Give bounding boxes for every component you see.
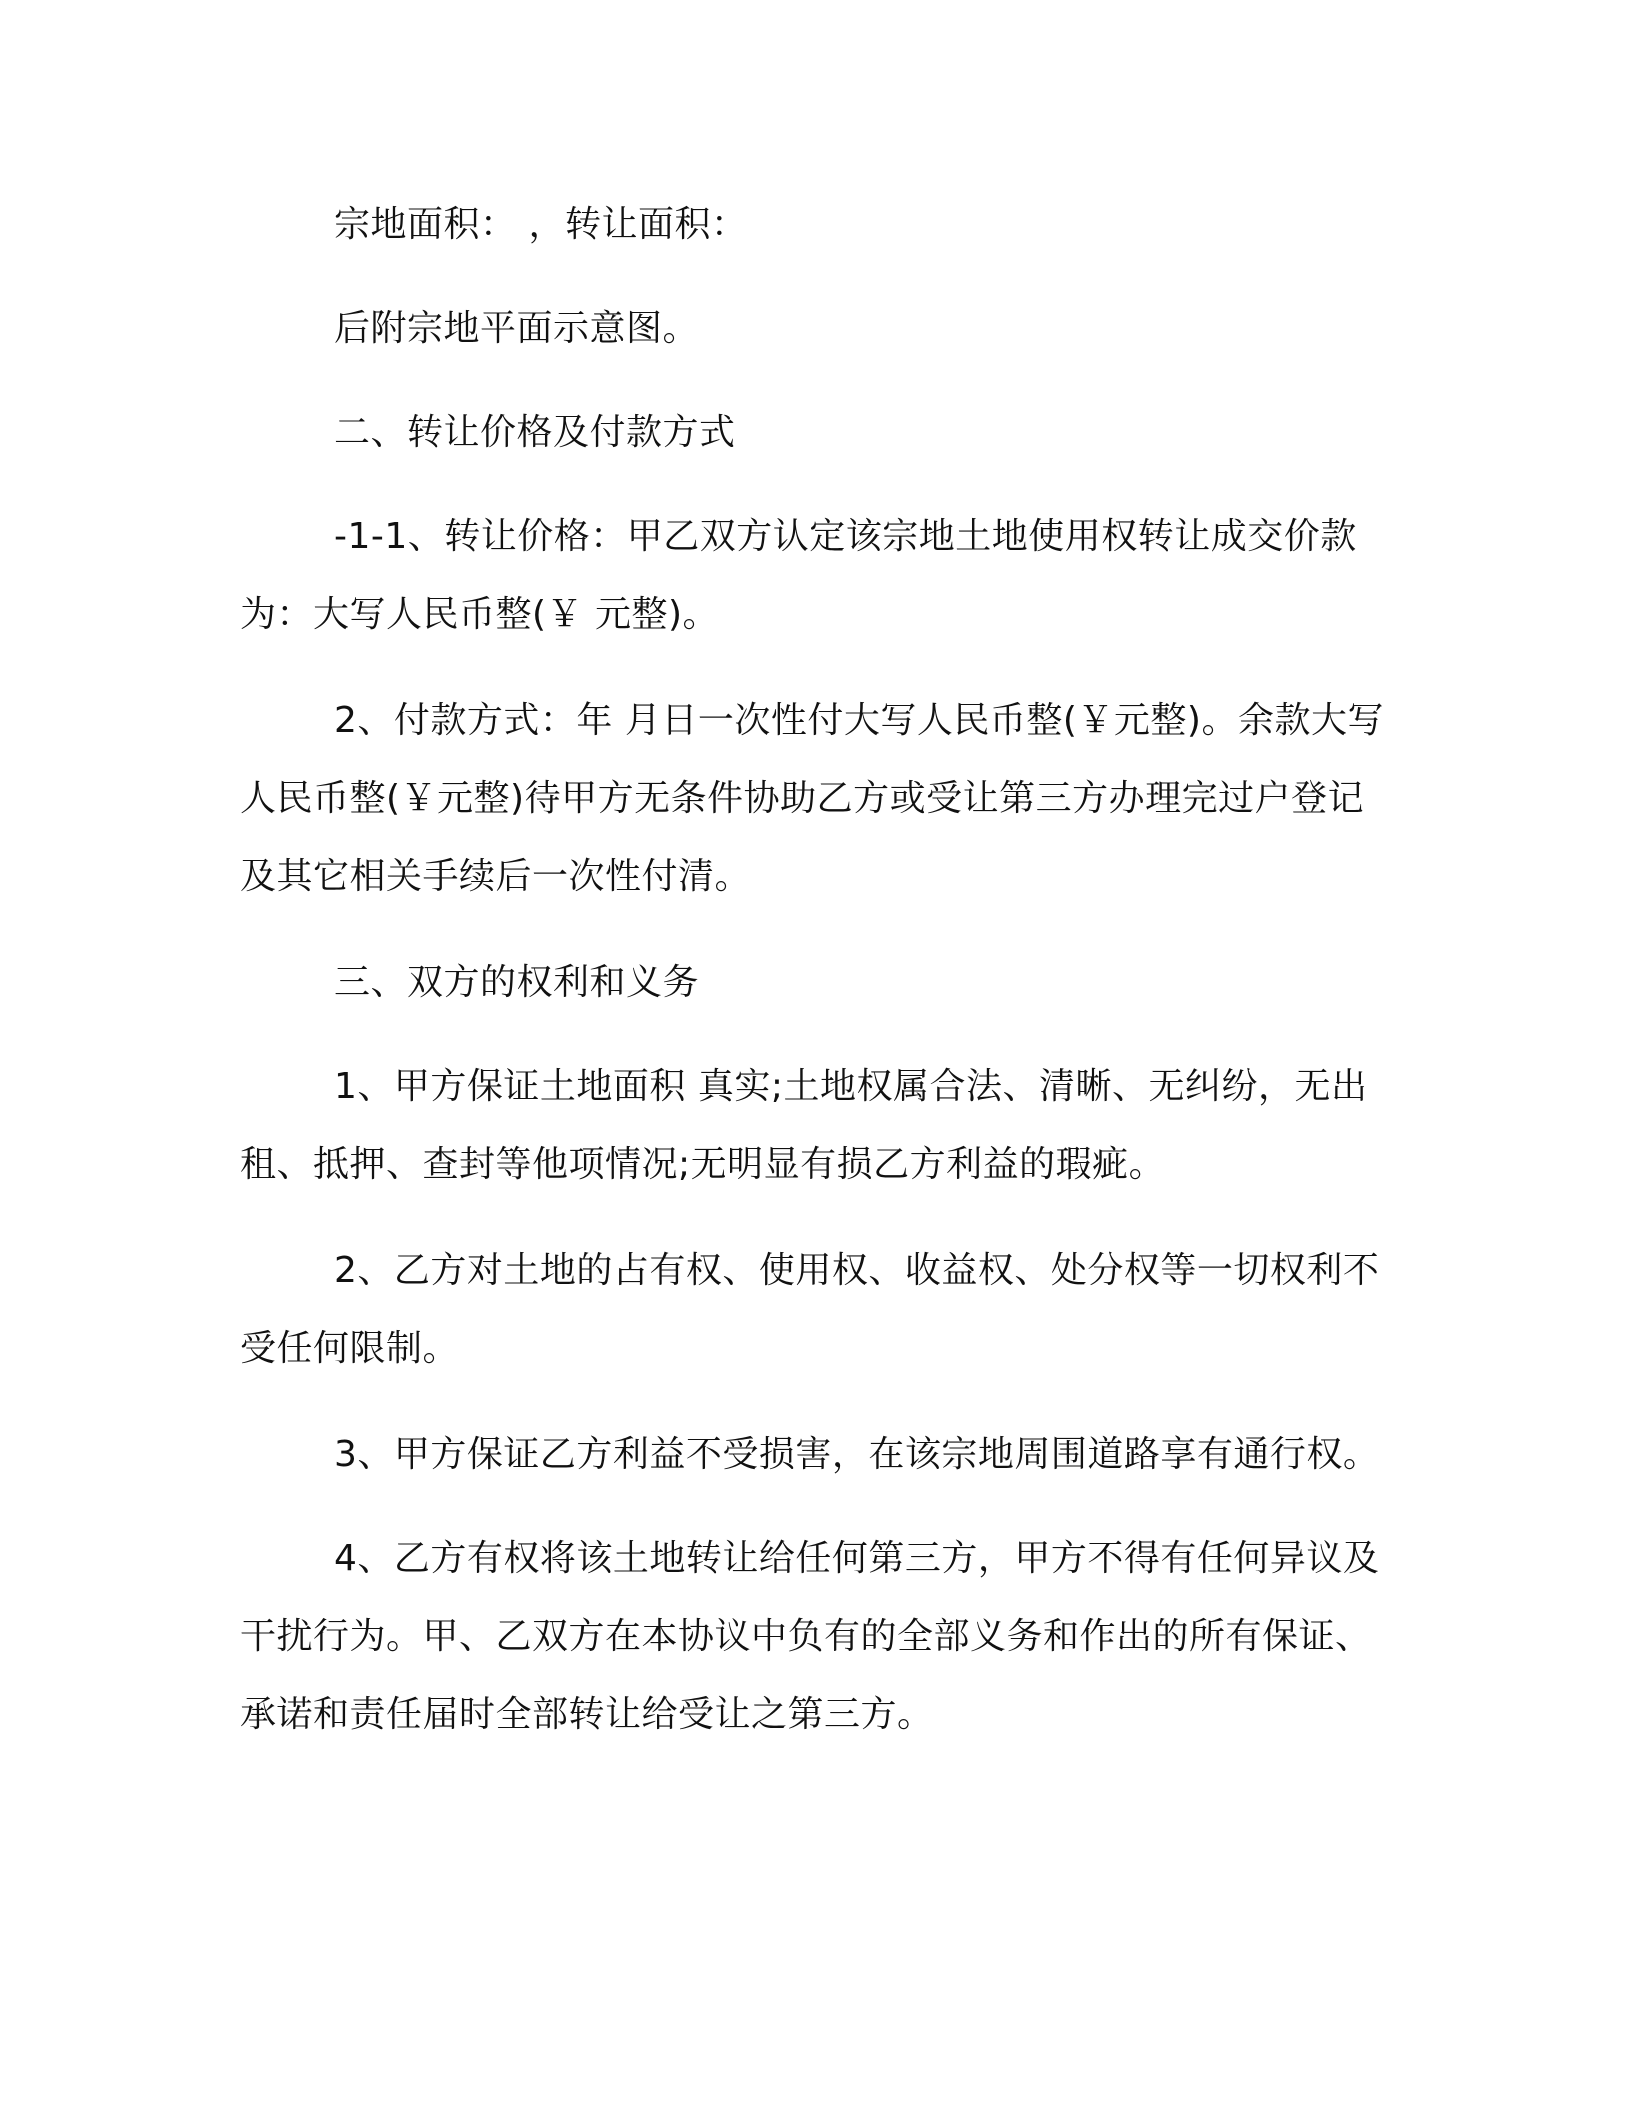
section-heading-rights: 三、双方的权利和义务 xyxy=(334,962,700,1003)
paragraph-right-2: 2、乙方对土地的占有权、使用权、收益权、处分权等一切权利不受任何限制。 xyxy=(240,1250,1380,1369)
paragraph-right-4: 4、乙方有权将该土地转让给任何第三方，甲方不得有任何异议及干扰行为。甲、乙双方在本协议中负有的全部义务和作出的所有保证、承诺和责任届时全部转让给受让之第三方。 xyxy=(240,1538,1380,1735)
paragraph-attachment: 后附宗地平面示意图。 xyxy=(334,308,700,349)
paragraph-transfer-price: -1-1、转让价格：甲乙双方认定该宗地土地使用权转让成交价款为：大写人民币整(￥ 元整)。 xyxy=(240,516,1357,635)
section-heading-price: 二、转让价格及付款方式 xyxy=(334,412,736,453)
paragraph-right-1: 1、甲方保证土地面积 真实;土地权属合法、清晰、无纠纷，无出租、抵押、查封等他项情况;无明显有损乙方利益的瑕疵。 xyxy=(240,1066,1368,1185)
paragraph-area: 宗地面积： ，转让面积： xyxy=(334,204,748,245)
paragraph-payment-method: 2、付款方式：年 月日一次性付大写人民币整(￥元整)。余款大写人民币整(￥元整)待甲方无条件协助乙方或受让第三方办理完过户登记及其它相关手续后一次性付清。 xyxy=(240,700,1384,897)
paragraph-right-3: 3、甲方保证乙方利益不受损害，在该宗地周围道路享有通行权。 xyxy=(334,1434,1380,1475)
document-body xyxy=(240,186,1396,1754)
